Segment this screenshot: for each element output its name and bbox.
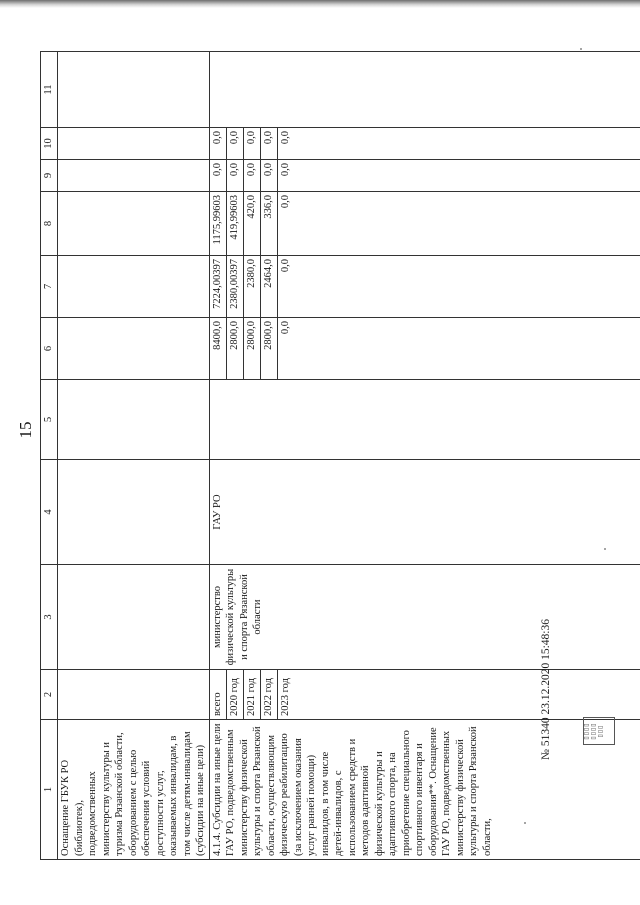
value-cell: 2380,0: [243, 256, 260, 318]
col-header: 8: [41, 192, 58, 256]
measure-cell: Оснащение ГБУК РО (библиотек), подведомственных министерству культуры и туризма Рязанской области, оборудованием с целью обеспечения условий доступности услуг, оказываемых инвалидам, в том числе детям-инвалидам (субсидии на иные цели): [58, 720, 210, 860]
value-cell: 2800,0: [226, 318, 243, 380]
value-cell: 2800,0: [243, 318, 260, 380]
value-cell: 7224,00397: [209, 256, 226, 318]
col-header: 10: [41, 128, 58, 160]
value-cell: 2800,0: [260, 318, 277, 380]
value-cell: 420,0: [243, 192, 260, 256]
col-header: 9: [41, 160, 58, 192]
value-cell: 0,0: [243, 160, 260, 192]
value-cell: 0,0: [226, 128, 243, 160]
registry-stamp: ▯▯▯▯ ▯▯▯▯ ▯▯▯: [583, 717, 615, 745]
value-cell: 8400,0: [209, 318, 226, 380]
col-header: 6: [41, 318, 58, 380]
value-cell: 0,0: [243, 128, 260, 160]
value-cell: 1175,99603: [209, 192, 226, 256]
value-cell: 0,0: [260, 160, 277, 192]
col-header: 1: [41, 720, 58, 860]
header-row: [41, 52, 58, 860]
value-cell: 0,0: [209, 160, 226, 192]
value-cell: 419,99603: [226, 192, 243, 256]
col-header: 4: [41, 460, 58, 565]
col-header: 5: [41, 380, 58, 460]
scan-speck: [524, 822, 526, 824]
year-cell: всего: [209, 670, 226, 720]
col-header: 2: [41, 670, 58, 720]
page-number: 15: [16, 421, 35, 439]
year-cell: 2020 год: [226, 670, 243, 720]
value-cell: 0,0: [260, 128, 277, 160]
value-cell: 0,0: [277, 256, 640, 318]
col-header: 11: [41, 52, 58, 128]
value-cell: 0,0: [277, 318, 640, 380]
year-cell: 2021 год: [243, 670, 260, 720]
value-cell: 336,0: [260, 192, 277, 256]
col-header: 7: [41, 256, 58, 318]
scan-speck: [604, 548, 606, 550]
measure-cell: 4.1.4. Субсидии на иные цели ГАУ РО, подведомственным министерству физической культуры и спорта Рязанской области, осуществляющим физическую реабилитацию (за исключением оказания услуг ранней помощи) инвалидов, в том числе детей-инвалидов, с использованием средств и методов адаптивной физической культуры и адаптивного спорта, на приобретение специального спортивного инвентаря и оборудования**. Оснащение ГАУ РО, подведомственных министерству физической культуры и спорта Рязанской области,: [209, 720, 640, 860]
table-row: [209, 52, 226, 860]
table-row-top: [58, 52, 210, 860]
value-cell: 0,0: [209, 128, 226, 160]
rotated-table-wrapper: [40, 52, 615, 860]
scan-speck: [580, 48, 582, 50]
value-cell: 0,0: [277, 160, 640, 192]
value-cell: 0,0: [226, 160, 243, 192]
year-cell: 2022 год: [260, 670, 277, 720]
recipient-cell: ГАУ РО: [209, 460, 640, 565]
value-cell: 0,0: [277, 192, 640, 256]
executor-cell: министерство физической культуры и спорта Рязанской области: [209, 565, 640, 670]
year-cell: 2023 год: [277, 670, 640, 720]
value-cell: 0,0: [277, 128, 640, 160]
value-cell: 2380,00397: [226, 256, 243, 318]
scan-edge: [0, 0, 640, 8]
document-registration-footer: № 51340 23.12.2020 15:48:36: [540, 619, 552, 760]
value-cell: 2464,0: [260, 256, 277, 318]
col-header: 3: [41, 565, 58, 670]
